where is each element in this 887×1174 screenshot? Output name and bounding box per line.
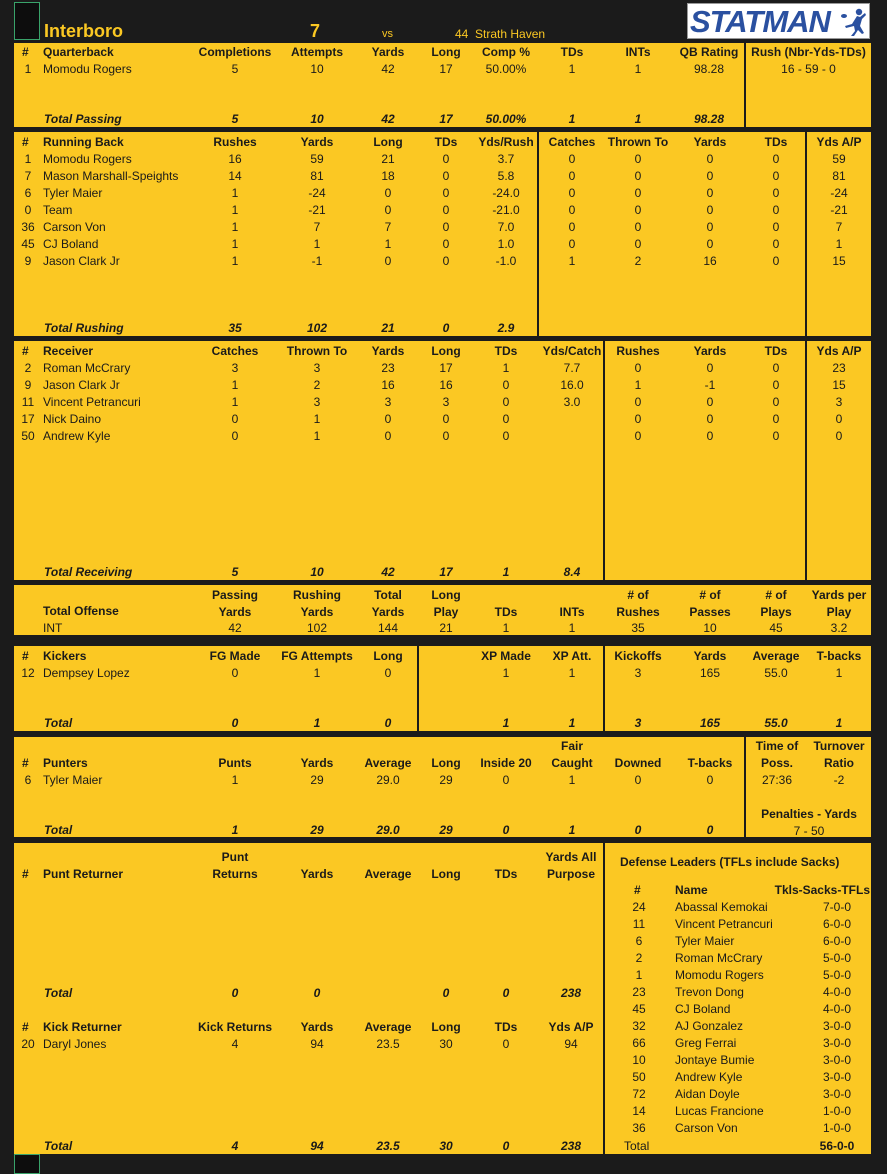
defense-leaders-title: Defense Leaders (TFLs include Sacks): [620, 855, 840, 869]
col-yards: Yards: [300, 1020, 334, 1034]
col-number: #: [22, 45, 29, 59]
vs-label: vs: [382, 28, 393, 40]
col-yards: Yards: [371, 344, 405, 358]
col-inside-20: Inside 20: [480, 756, 532, 770]
home-score: 7: [310, 21, 321, 41]
offense-header-bottom: Rushes: [616, 605, 660, 619]
offense-value: 1: [502, 621, 510, 635]
away-score: 44: [455, 27, 469, 41]
offense-header-top: Total: [374, 588, 402, 602]
col-punts: Punts: [218, 756, 252, 770]
col-kickers: Kickers: [43, 649, 87, 663]
col-def-name: Name: [675, 883, 708, 897]
col-tds: TDs: [494, 867, 518, 881]
col-running-back: Running Back: [43, 135, 124, 149]
offense-header-bottom: Yards: [371, 605, 405, 619]
offense-value: 10: [703, 621, 717, 635]
col-xp-made: XP Made: [481, 649, 531, 663]
col-long: Long: [431, 344, 461, 358]
total-offense-label: Total Offense: [43, 604, 119, 618]
col-yards: Yards: [371, 45, 405, 59]
col-ints: INTs: [625, 45, 651, 59]
turnover-ratio-header-2: Ratio: [824, 756, 854, 770]
col-rec-yards: Yards: [693, 135, 727, 149]
col-tds: TDs: [494, 1020, 518, 1034]
col-kick-returner: Kick Returner: [43, 1020, 122, 1034]
col-long: Long: [431, 867, 461, 881]
col-tds: TDs: [494, 344, 518, 358]
receiving-section: [14, 341, 871, 580]
col-tds: TDs: [434, 135, 458, 149]
offense-value: 102: [306, 621, 328, 635]
offense-header-top: # of: [765, 588, 787, 602]
col-thrown-to: Thrown To: [607, 135, 669, 149]
col-punt: Punt: [221, 850, 249, 864]
offense-value: 144: [377, 621, 399, 635]
col-fg-attempts: FG Attempts: [281, 649, 353, 663]
col-purpose: Purpose: [546, 867, 595, 881]
offense-value: 3.2: [830, 621, 848, 635]
col-number: #: [22, 344, 29, 358]
offense-header-bottom: Yards: [300, 605, 334, 619]
offense-value: 35: [631, 621, 645, 635]
col-long: Long: [373, 135, 403, 149]
receiving-divider-1: [603, 341, 605, 580]
col-rush-summary: Rush (Nbr-Yds-TDs): [751, 45, 866, 59]
offense-header-top: [474, 588, 538, 602]
offense-header-bottom: Play: [433, 605, 459, 619]
col-xp-att: XP Att.: [552, 649, 592, 663]
col-number: #: [22, 135, 29, 149]
col-def-number: #: [634, 883, 641, 897]
col-kick-returns: Kick Returns: [197, 1020, 273, 1034]
offense-header-top: # of: [627, 588, 649, 602]
turnover-ratio: -2: [833, 773, 845, 787]
offense-header-top: Passing: [211, 588, 259, 602]
offense-header-bottom: Plays: [760, 605, 792, 619]
col-fg-made: FG Made: [209, 649, 261, 663]
penalties-value: 7 - 50: [793, 824, 825, 838]
receiving-divider-2: [805, 341, 807, 580]
col-yds-ap: Yds A/P: [816, 135, 862, 149]
col-yards: Yards: [300, 756, 334, 770]
turnover-ratio-header-1: Turnover: [813, 739, 865, 753]
col-long: Long: [431, 45, 461, 59]
col-returns: Returns: [212, 867, 258, 881]
col-average: Average: [364, 1020, 412, 1034]
col-number: #: [22, 867, 29, 881]
col-completions: Completions: [198, 45, 272, 59]
col-long: Long: [431, 756, 461, 770]
penalties-label: Penalties - Yards: [761, 807, 857, 821]
col-attempts: Attempts: [290, 45, 343, 59]
football-player-icon: [840, 7, 868, 37]
offense-header-bottom: Play: [826, 605, 852, 619]
statman-logo-text: STATMAN: [690, 4, 830, 39]
col-rush-yards: Yards: [693, 344, 727, 358]
col-def-tackles: Tkls-Sacks-TFLs: [774, 883, 870, 897]
offense-value: 1: [568, 621, 576, 635]
col-rushes: Rushes: [213, 135, 257, 149]
col-quarterback: Quarterback: [43, 45, 114, 59]
col-average: Average: [752, 649, 800, 663]
offense-header-top: Rushing: [293, 588, 341, 602]
time-of-poss-header-2: Poss.: [760, 756, 793, 770]
offense-value: 45: [769, 621, 783, 635]
offense-header-bottom: Passes: [689, 605, 731, 619]
col-yards: Yards: [300, 135, 334, 149]
col-catches: Catches: [548, 135, 596, 149]
col-catches: Catches: [211, 344, 259, 358]
col-yds-catch: Yds/Catch: [542, 344, 602, 358]
col-receiver: Receiver: [43, 344, 94, 358]
col-t-backs: T-backs: [816, 649, 862, 663]
returns-divider: [603, 843, 605, 1154]
col-rushes: Rushes: [616, 344, 660, 358]
col-caught: Caught: [551, 756, 593, 770]
time-of-possession: 27:36: [761, 773, 793, 787]
home-team-name: Interboro: [44, 21, 123, 41]
col-punters: Punters: [43, 756, 88, 770]
col-number: #: [22, 756, 29, 770]
col-kickoffs: Kickoffs: [614, 649, 662, 663]
col-long: Long: [373, 649, 403, 663]
offense-header-top: # of: [699, 588, 721, 602]
col-rec-tds: TDs: [764, 135, 788, 149]
col-yds-ap: Yds A/P: [816, 344, 862, 358]
punting-section: [14, 737, 871, 837]
offense-header-bottom: INTs: [559, 605, 585, 619]
col-comp-pct: Comp %: [482, 45, 530, 59]
col-yards: Yards: [300, 867, 334, 881]
col-yds-rush: Yds/Rush: [478, 135, 534, 149]
offense-header-bottom: TDs: [494, 605, 518, 619]
col-yards-all: Yards All: [545, 850, 597, 864]
col-rush-tds: TDs: [764, 344, 788, 358]
col-fair: Fair: [560, 739, 583, 753]
offense-team: INT: [43, 621, 63, 635]
selected-cell-bottom[interactable]: [14, 1154, 40, 1174]
offense-value: 42: [228, 621, 242, 635]
offense-header-top: Long: [431, 588, 461, 602]
col-qb-rating: QB Rating: [679, 45, 739, 59]
col-t-backs: T-backs: [687, 756, 733, 770]
offense-header-top: Yards per: [811, 588, 867, 602]
col-thrown-to: Thrown To: [286, 344, 348, 358]
col-downed: Downed: [614, 756, 662, 770]
col-average: Average: [364, 756, 412, 770]
col-ko-yards: Yards: [693, 649, 727, 663]
offense-header-top: [542, 588, 602, 602]
offense-header-bottom: Yards: [218, 605, 252, 619]
kicking-section: [14, 646, 871, 731]
selected-cell-top[interactable]: [14, 2, 40, 40]
col-tds: TDs: [560, 45, 584, 59]
col-yds-ap: Yds A/P: [548, 1020, 594, 1034]
col-number: #: [22, 1020, 29, 1034]
col-average: Average: [364, 867, 412, 881]
statman-logo: [687, 3, 870, 39]
col-punt-returner: Punt Returner: [43, 867, 124, 881]
away-team-name: Strath Haven: [475, 27, 546, 41]
col-number: #: [22, 649, 29, 663]
offense-value: 21: [439, 621, 453, 635]
kicking-divider-2: [603, 646, 605, 731]
time-of-poss-header-1: Time of: [755, 739, 799, 753]
col-long: Long: [431, 1020, 461, 1034]
